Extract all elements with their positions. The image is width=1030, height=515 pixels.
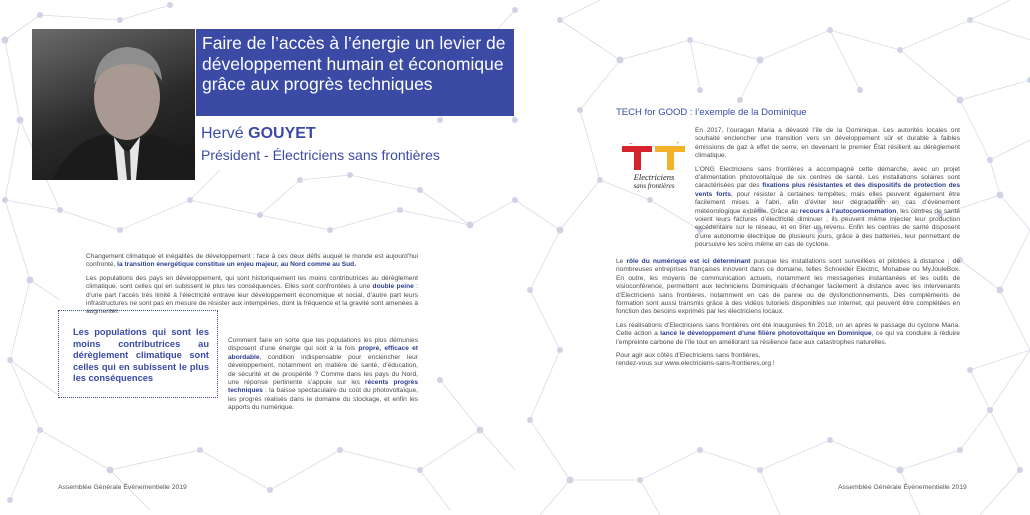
electriciens-sans-frontieres-logo [620, 140, 688, 192]
pull-quote-text: Les populations qui sont les moins contributrices au dérèglement climatique sont celles qui en subissent le plus les conséquences [73, 327, 209, 383]
article-title: Faire de l’accès à l’énergie un levier de développement humain et économique grâce aux progrès techniques [202, 33, 506, 94]
author-first-name: Hervé [201, 125, 249, 142]
footer-right: Assemblée Générale Événementielle 2019 [838, 484, 967, 491]
case-study-title: TECH for GOOD : l’exemple de la Dominique [616, 107, 807, 118]
author-role: Président - Électriciens sans frontières [201, 147, 440, 163]
svg-text:Electriciens: Electriciens [633, 172, 675, 182]
paragraph: Les populations des pays en développement, qui sont historiquement les moins contributrices au dérèglement climatique, sont celles qui en subissent le plus les conséquences. Elles sont confrontées à une double peine : d’une part l’accès très limité à l’électricité entrave leur développement économique et social, d’autre part leurs infrastructures ne sont pas en mesure de résister aux intempéries, dont la fréquence et la gravité sont amenées à augmenter. [86, 274, 419, 316]
paragraph: Le rôle du numérique est ici déterminant puisque les installations sont surveillées et pilotées à distance ; de nombreuses entreprises françaises innovent dans ce domaine, telles Schneider Electric, Monabee ou MyJouleBox. En outre, les moyens de communication actuels, notamment les messageries instantanées et les outils de visioconférence, permettent aux techniciens Dominiquais d’échanger facilement à distance avec les intervenants d’Electriciens sans frontières, notamment en cas de panne ou de dysfonctionnements. Des compléments de formation sont aussi transmis grâce à des vidéos tutoriels disponibles sur internet, qui peuvent être complétées en fonction des besoins exprimés par les électriciens locaux. [616, 258, 960, 316]
case-column-bottom [616, 258, 960, 374]
svg-text:+: + [676, 141, 680, 147]
svg-text:sans frontières: sans frontières [633, 182, 675, 190]
svg-text:–: – [629, 141, 633, 147]
paragraph: Changement climatique et inégalités de développement : face à ces deux défis auquel le monde est aujourd’hui confronté, la transition énergétique constitue un enjeu majeur, au Nord comme au Sud. [86, 253, 418, 269]
paragraph: Les réalisations d’Electriciens sans frontières ont été inaugurées fin 2018, un an après le passage du cyclone Maria. Cette action a lancé le développement d’une filière photovoltaïque en Dominique, ce qui va conduire à réduire l’empreinte carbone de l’île tout en améliorant sa résilience face aux catastrophes naturelles. [616, 321, 960, 346]
author-photo [32, 29, 195, 180]
case-column-top [695, 127, 960, 255]
author-last-name: GOUYET [248, 125, 316, 142]
footer-left: Assemblée Générale Événementielle 2019 [58, 484, 187, 491]
paragraph: Comment faire en sorte que les populations les plus démunies disposent d’une énergie qui soit à la fois propre, efficace et abordable, condition indispensable pour enclencher leur développement, notamment en matière de santé, d’éducation, de sécurité et de prospérité ? Comme dans les pays du Nord, une réponse pertinente s’appuie sur les récents progrès techniques : la baisse spectaculaire du coût du photovoltaïque, les progrès réalisés dans le domaine du stockage, et enfin les apports du numérique. [228, 337, 418, 412]
pull-quote [58, 310, 218, 398]
paragraph: En 2017, l’ouragan Maria a dévasté l’île de la Dominique. Les autorités locales ont souhaité enclencher une transition vers un développement sûr et durable à faibles émissions de gaz à effet de serre, en devenant le premier État résilient au dérèglement climatique. [695, 127, 960, 160]
second-column [228, 337, 418, 418]
article-title-box [196, 29, 514, 116]
paragraph: Pour agir aux côtés d’Electriciens sans frontières, rendez-vous sur www.electriciens-sans-frontieres.org ! [616, 352, 775, 368]
paragraph: L’ONG Electriciens sans frontières a accompagné cette démarche, avec un projet d’alimentation photovoltaïque de six centres de santé. Les installations solaires sont caractérisées par des fixations plus résistantes et des dispositifs de protection des vents forts, pour résister à certaines tempêtes, mais elles peuvent également être facilement mises à l’abri, afin d’éviter leur dégradation en cas d’évènement météorologique extrême. Grâce au recours à l’autoconsommation, les centres de santé voient leurs factures d’électricité diminuer ; ils peuvent même injecter leur production excédentaire sur le réseau, et en tirer un revenu. Enfin les centres de santé disposent d’une autonomie électrique de plusieurs jours, grâce à des batteries, leur permettant de poursuivre les soins même en cas de cyclone. [695, 165, 960, 249]
author-name [201, 125, 316, 143]
right-page [515, 0, 1030, 515]
